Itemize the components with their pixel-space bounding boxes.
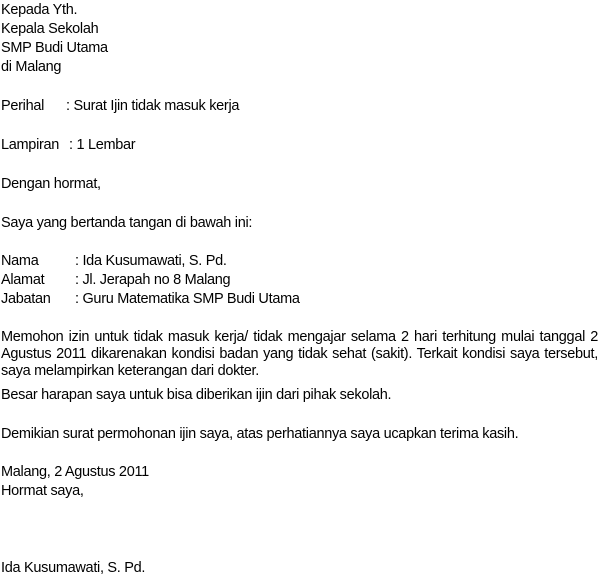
perihal-label: Perihal — [1, 98, 45, 114]
lampiran-label: Lampiran — [1, 137, 60, 153]
recipient-line-1: Kepada Yth. — [1, 2, 78, 18]
body-paragraph-2: Besar harapan saya untuk bisa diberikan ijin dari pihak sekolah. — [1, 387, 392, 403]
recipient-line-2: Kepala Sekolah — [1, 21, 99, 37]
body-paragraph-1: Memohon izin untuk tidak masuk kerja/ tidak mengajar selama 2 hari terhitung mulai tanggal 2 Agustus 2011 dikarenakan kondisi badan yang tidak sehat (sakit). Terkait kondisi saya tersebut, saya melampirkan keterangan dari dokter. — [1, 329, 598, 379]
identity-alamat-row — [1, 271, 230, 289]
alamat-label: Alamat — [1, 272, 45, 288]
jabatan-label: Jabatan — [1, 291, 51, 307]
lampiran-row — [1, 136, 135, 154]
nama-label: Nama — [1, 253, 39, 269]
recipient-line-3: SMP Budi Utama — [1, 40, 108, 56]
identity-jabatan-row — [1, 290, 300, 308]
jabatan-value: : Guru Matematika SMP Budi Utama — [75, 291, 300, 307]
lampiran-value: : 1 Lembar — [69, 137, 136, 153]
closing-sentence: Demikian surat permohonan ijin saya, atas perhatiannya saya ucapkan terima kasih. — [1, 426, 519, 442]
place-date: Malang, 2 Agustus 2011 — [1, 464, 149, 480]
intro-sentence: Saya yang bertanda tangan di bawah ini: — [1, 215, 253, 231]
perihal-value: : Surat Ijin tidak masuk kerja — [66, 98, 240, 114]
signer-name: Ida Kusumawati, S. Pd. — [1, 560, 146, 576]
nama-value: : Ida Kusumawati, S. Pd. — [75, 253, 227, 269]
greeting: Dengan hormat, — [1, 176, 101, 192]
salutation: Hormat saya, — [1, 483, 84, 499]
perihal-row — [1, 97, 239, 115]
recipient-line-4: di Malang — [1, 59, 62, 75]
identity-nama-row — [1, 252, 227, 270]
alamat-value: : Jl. Jerapah no 8 Malang — [75, 272, 231, 288]
